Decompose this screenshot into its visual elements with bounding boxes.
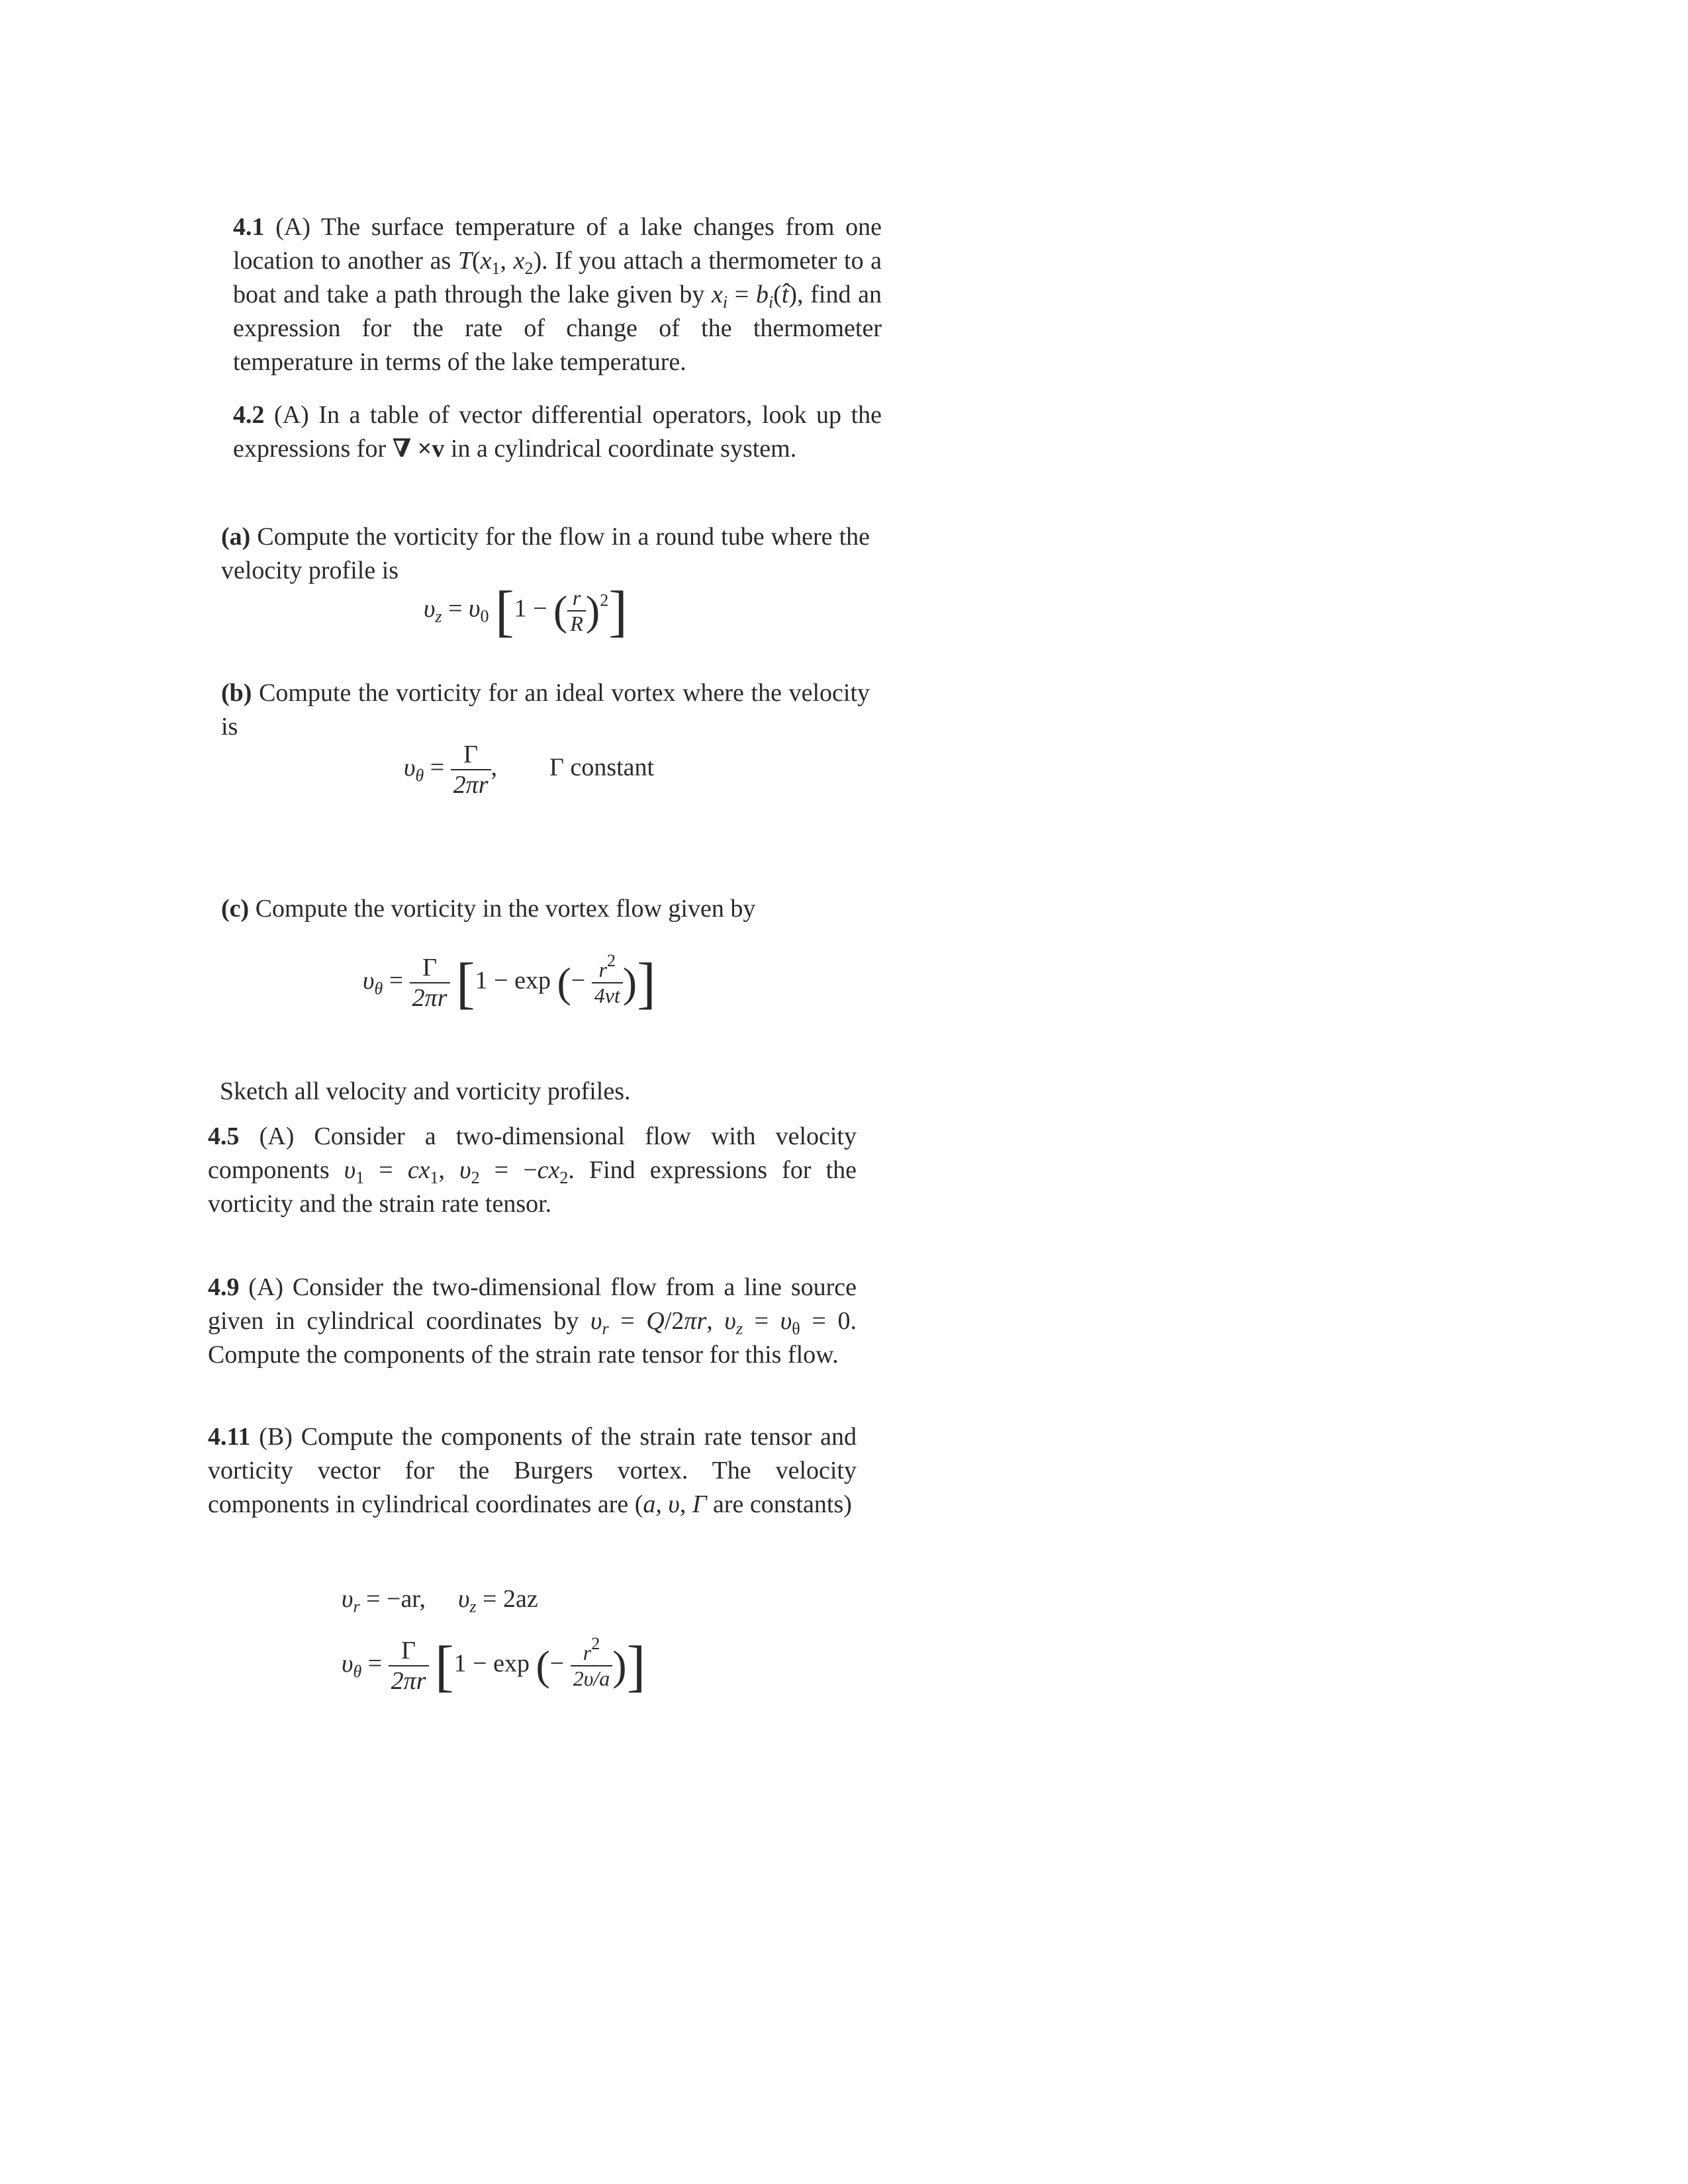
problem-text: (B) Compute the components of the strain rate tensor and vorticity vector for the Burgers vortex. The velocity components in cylindrical coordinates are ( (208, 1423, 857, 1518)
problem-text: (A) Consider the two-dimensional flow from a line source given in cylindrical coordinates by (208, 1273, 857, 1335)
sketch-instruction: Sketch all velocity and vorticity profiles. (220, 1077, 631, 1105)
problem-number: 4.5 (208, 1122, 240, 1150)
math-velocity: $\upsilon_1 = cx_1$, $\upsilon_2 = -cx_2$ (344, 1156, 569, 1187)
part-text: Compute the vorticity for the flow in a round tube where the velocity profile is (221, 523, 870, 584)
math-constants: a, υ, Γ (643, 1490, 707, 1518)
problem-4-5 (208, 1120, 857, 1221)
equation-c: $\upsilon_\theta$ = $\frac{\Gamma}{2\pi r}$ [1 − exp (− $\frac{r^2}{4\nu t}$ )] (363, 951, 656, 1015)
part-b (221, 676, 870, 744)
problem-4-9 (208, 1271, 857, 1372)
part-label: (b) (221, 679, 252, 707)
equation-burgers-2: $\upsilon_\theta$ = $\frac{\Gamma}{2\pi r}$ [1 − exp (− $\frac{r^2}{2\upsilon/a}$ )] (342, 1634, 646, 1698)
part-c (221, 892, 870, 926)
problem-text-2: are constants) (706, 1490, 852, 1518)
equation-a: $\upsilon_z = \upsilon_0$ [1 − ( $\frac{r}{R}$ )$^2$] (424, 579, 628, 643)
math-args: ($x_1$, $x_2$) (471, 247, 542, 278)
problem-number: 4.1 (233, 213, 265, 241)
math-T: T (457, 247, 472, 275)
problem-text-2: . Find expressions for the vorticity and the strain rate tensor. (208, 1156, 857, 1218)
problem-number: 4.9 (208, 1273, 240, 1301)
math-source: $\upsilon_r = Q/2\pi r$, $\upsilon_z = \upsilon_\theta = 0$ (590, 1307, 851, 1338)
equation-burgers-1: $\upsilon_r = -ar$, $\upsilon_z = 2az$ (342, 1585, 538, 1616)
problem-4-11 (208, 1420, 857, 1522)
problem-4-1 (233, 210, 882, 379)
curl-operator: ∇ ×v (392, 435, 445, 463)
problem-number: 4.11 (208, 1423, 251, 1451)
problem-text-2: . Compute the components of the strain rate tensor for this flow. (208, 1307, 857, 1369)
problem-text-2: in a cylindrical coordinate system. (444, 435, 797, 463)
part-text: Compute the vorticity for an ideal vortex where the velocity is (221, 679, 870, 741)
problem-text: (A) In a table of vector differential operators, look up the expressions for (233, 401, 882, 463)
equation-b: $\upsilon_\theta$ = $\frac{\Gamma}{2\pi r}$ , Γ constant (404, 741, 655, 799)
problem-text-2: . If you attach a thermometer to a boat and take a path through the lake given by (233, 247, 882, 308)
part-a (221, 520, 870, 588)
problem-number: 4.2 (233, 401, 265, 429)
part-label: (a) (221, 523, 251, 551)
problem-text: (A) Consider a two-dimensional flow with velocity components (208, 1122, 857, 1184)
problem-text-3: , find an expression for the rate of change of the thermometer temperature in terms of the lake temperature. (233, 281, 882, 376)
math-path: $x_i$ = $b_i(t̂)$ (712, 281, 798, 312)
problem-text: (A) The surface temperature of a lake changes from one location to another as (233, 213, 882, 275)
part-label: (c) (221, 895, 250, 923)
gamma-constant-note: Γ constant (549, 753, 655, 782)
part-text: Compute the vorticity in the vortex flow given by (249, 895, 756, 923)
problem-4-2 (233, 398, 882, 466)
